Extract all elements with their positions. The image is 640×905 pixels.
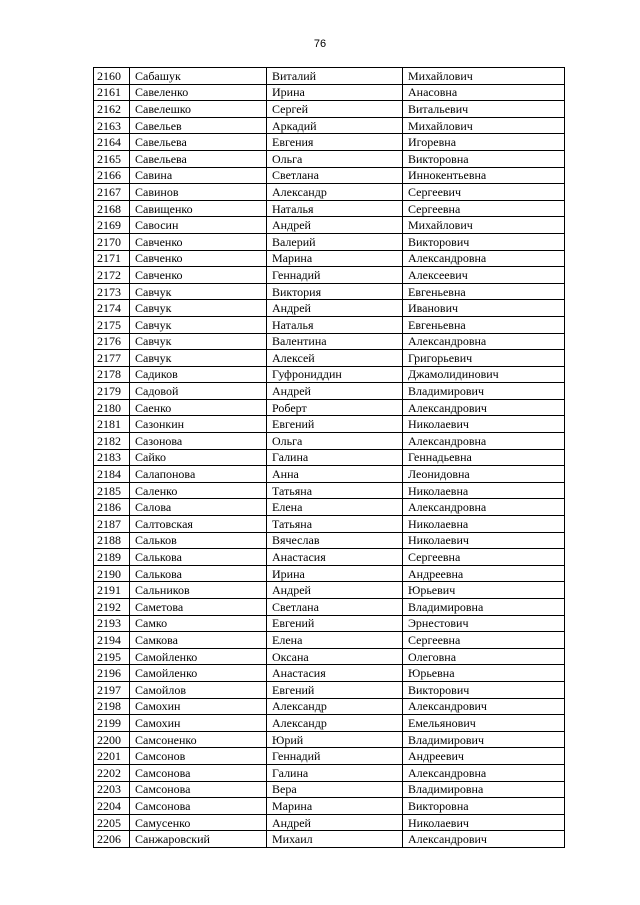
row-number-cell: 2169 [94,217,130,234]
table-row [94,399,565,416]
last-name-cell: Савищенко [130,200,267,217]
patronymic-cell: Викторовна [403,150,565,167]
table-row [94,184,565,201]
patronymic-cell: Эрнестович [403,615,565,632]
last-name-cell: Самко [130,615,267,632]
last-name-cell: Сабашук [130,68,267,85]
patronymic-cell: Сергеевна [403,632,565,649]
row-number-cell: 2188 [94,532,130,549]
names-table [93,67,565,848]
first-name-cell: Анна [267,466,403,483]
page-number: 76 [313,38,327,50]
row-number-cell: 2204 [94,798,130,815]
row-number-cell: 2182 [94,433,130,450]
first-name-cell: Евгения [267,134,403,151]
row-number-cell: 2174 [94,300,130,317]
table-row [94,217,565,234]
table-row [94,283,565,300]
last-name-cell: Салькова [130,565,267,582]
last-name-cell: Саленко [130,482,267,499]
patronymic-cell: Леонидовна [403,466,565,483]
patronymic-cell: Александровна [403,764,565,781]
patronymic-cell: Михайлович [403,217,565,234]
patronymic-cell: Сергеевна [403,549,565,566]
first-name-cell: Анастасия [267,549,403,566]
last-name-cell: Сайко [130,449,267,466]
last-name-cell: Савина [130,167,267,184]
first-name-cell: Виктория [267,283,403,300]
table-row [94,665,565,682]
first-name-cell: Андрей [267,217,403,234]
row-number-cell: 2189 [94,549,130,566]
table-row [94,416,565,433]
patronymic-cell: Михайлович [403,117,565,134]
patronymic-cell: Джамолидинович [403,366,565,383]
last-name-cell: Савчук [130,300,267,317]
row-number-cell: 2199 [94,715,130,732]
last-name-cell: Салова [130,499,267,516]
patronymic-cell: Александровна [403,250,565,267]
last-name-cell: Савельев [130,117,267,134]
row-number-cell: 2167 [94,184,130,201]
row-number-cell: 2201 [94,748,130,765]
last-name-cell: Салькова [130,549,267,566]
first-name-cell: Татьяна [267,482,403,499]
last-name-cell: Савченко [130,233,267,250]
row-number-cell: 2200 [94,731,130,748]
patronymic-cell: Юрьевич [403,582,565,599]
row-number-cell: 2162 [94,101,130,118]
last-name-cell: Самсонова [130,798,267,815]
last-name-cell: Савосин [130,217,267,234]
patronymic-cell: Викторович [403,233,565,250]
first-name-cell: Геннадий [267,748,403,765]
first-name-cell: Роберт [267,399,403,416]
table-row [94,764,565,781]
last-name-cell: Савельева [130,150,267,167]
patronymic-cell: Емельянович [403,715,565,732]
last-name-cell: Савчук [130,333,267,350]
first-name-cell: Елена [267,499,403,516]
patronymic-cell: Андреевна [403,565,565,582]
first-name-cell: Татьяна [267,516,403,533]
last-name-cell: Самохин [130,715,267,732]
last-name-cell: Сазонова [130,433,267,450]
last-name-cell: Савельева [130,134,267,151]
patronymic-cell: Александровна [403,433,565,450]
row-number-cell: 2198 [94,698,130,715]
row-number-cell: 2175 [94,316,130,333]
row-number-cell: 2180 [94,399,130,416]
last-name-cell: Самкова [130,632,267,649]
table-row [94,731,565,748]
patronymic-cell: Сергеевич [403,184,565,201]
first-name-cell: Марина [267,250,403,267]
row-number-cell: 2195 [94,648,130,665]
last-name-cell: Самойлов [130,681,267,698]
first-name-cell: Ирина [267,565,403,582]
table-row [94,599,565,616]
row-number-cell: 2168 [94,200,130,217]
row-number-cell: 2206 [94,831,130,848]
table-row [94,466,565,483]
patronymic-cell: Игоревна [403,134,565,151]
first-name-cell: Ирина [267,84,403,101]
patronymic-cell: Геннадьевна [403,449,565,466]
patronymic-cell: Евгеньевна [403,316,565,333]
row-number-cell: 2205 [94,814,130,831]
last-name-cell: Самсонов [130,748,267,765]
table-row [94,549,565,566]
last-name-cell: Самсоненко [130,731,267,748]
row-number-cell: 2179 [94,383,130,400]
row-number-cell: 2187 [94,516,130,533]
last-name-cell: Самсонова [130,781,267,798]
last-name-cell: Самойленко [130,665,267,682]
table-row [94,798,565,815]
last-name-cell: Сальков [130,532,267,549]
first-name-cell: Анастасия [267,665,403,682]
first-name-cell: Алексей [267,350,403,367]
patronymic-cell: Алексеевич [403,267,565,284]
table-row [94,814,565,831]
patronymic-cell: Михайлович [403,68,565,85]
last-name-cell: Савелешко [130,101,267,118]
table-row [94,84,565,101]
table-row [94,449,565,466]
row-number-cell: 2165 [94,150,130,167]
patronymic-cell: Александровна [403,333,565,350]
first-name-cell: Александр [267,184,403,201]
last-name-cell: Самсонова [130,764,267,781]
last-name-cell: Савинов [130,184,267,201]
first-name-cell: Гуфрониддин [267,366,403,383]
patronymic-cell: Викторовна [403,798,565,815]
first-name-cell: Евгений [267,681,403,698]
row-number-cell: 2191 [94,582,130,599]
table-row [94,615,565,632]
first-name-cell: Наталья [267,200,403,217]
first-name-cell: Михаил [267,831,403,848]
first-name-cell: Александр [267,715,403,732]
row-number-cell: 2170 [94,233,130,250]
patronymic-cell: Викторович [403,681,565,698]
last-name-cell: Самойленко [130,648,267,665]
table-row [94,300,565,317]
patronymic-cell: Григорьевич [403,350,565,367]
row-number-cell: 2177 [94,350,130,367]
first-name-cell: Александр [267,698,403,715]
last-name-cell: Санжаровский [130,831,267,848]
row-number-cell: 2197 [94,681,130,698]
table-row [94,101,565,118]
first-name-cell: Валерий [267,233,403,250]
first-name-cell: Андрей [267,814,403,831]
row-number-cell: 2171 [94,250,130,267]
patronymic-cell: Евгеньевна [403,283,565,300]
patronymic-cell: Юрьевна [403,665,565,682]
patronymic-cell: Олеговна [403,648,565,665]
first-name-cell: Евгений [267,416,403,433]
last-name-cell: Савеленко [130,84,267,101]
table-row [94,482,565,499]
table-row [94,68,565,85]
table-row [94,499,565,516]
first-name-cell: Оксана [267,648,403,665]
row-number-cell: 2161 [94,84,130,101]
table-row [94,582,565,599]
table-row [94,781,565,798]
row-number-cell: 2190 [94,565,130,582]
first-name-cell: Вячеслав [267,532,403,549]
last-name-cell: Савченко [130,267,267,284]
row-number-cell: 2185 [94,482,130,499]
first-name-cell: Андрей [267,582,403,599]
last-name-cell: Салапонова [130,466,267,483]
table-row [94,134,565,151]
table-row [94,350,565,367]
table-row [94,516,565,533]
table-row [94,150,565,167]
patronymic-cell: Николаевич [403,814,565,831]
first-name-cell: Светлана [267,167,403,184]
row-number-cell: 2203 [94,781,130,798]
first-name-cell: Юрий [267,731,403,748]
patronymic-cell: Владимирович [403,383,565,400]
first-name-cell: Евгений [267,615,403,632]
table-row [94,333,565,350]
patronymic-cell: Владимировна [403,599,565,616]
last-name-cell: Садиков [130,366,267,383]
table-row [94,698,565,715]
patronymic-cell: Александрович [403,399,565,416]
row-number-cell: 2193 [94,615,130,632]
patronymic-cell: Александровна [403,499,565,516]
row-number-cell: 2186 [94,499,130,516]
patronymic-cell: Николаевич [403,416,565,433]
table-row [94,366,565,383]
last-name-cell: Салтовская [130,516,267,533]
table-row [94,233,565,250]
last-name-cell: Савчук [130,316,267,333]
row-number-cell: 2184 [94,466,130,483]
patronymic-cell: Витальевич [403,101,565,118]
patronymic-cell: Сергеевна [403,200,565,217]
table-row [94,831,565,848]
last-name-cell: Савченко [130,250,267,267]
row-number-cell: 2192 [94,599,130,616]
last-name-cell: Садовой [130,383,267,400]
table-row [94,532,565,549]
patronymic-cell: Николаевна [403,482,565,499]
last-name-cell: Самусенко [130,814,267,831]
patronymic-cell: Владимирович [403,731,565,748]
row-number-cell: 2181 [94,416,130,433]
patronymic-cell: Иннокентьевна [403,167,565,184]
first-name-cell: Сергей [267,101,403,118]
last-name-cell: Сазонкин [130,416,267,433]
patronymic-cell: Владимировна [403,781,565,798]
row-number-cell: 2164 [94,134,130,151]
last-name-cell: Сальников [130,582,267,599]
first-name-cell: Елена [267,632,403,649]
first-name-cell: Наталья [267,316,403,333]
table-row [94,748,565,765]
patronymic-cell: Николаевич [403,532,565,549]
table-row [94,267,565,284]
first-name-cell: Галина [267,449,403,466]
row-number-cell: 2202 [94,764,130,781]
patronymic-cell: Иванович [403,300,565,317]
row-number-cell: 2163 [94,117,130,134]
patronymic-cell: Анасовна [403,84,565,101]
first-name-cell: Андрей [267,383,403,400]
table-row [94,565,565,582]
first-name-cell: Галина [267,764,403,781]
row-number-cell: 2183 [94,449,130,466]
table-row [94,167,565,184]
first-name-cell: Светлана [267,599,403,616]
table-row [94,648,565,665]
table-row [94,117,565,134]
last-name-cell: Саенко [130,399,267,416]
row-number-cell: 2178 [94,366,130,383]
first-name-cell: Валентина [267,333,403,350]
first-name-cell: Ольга [267,433,403,450]
table-row [94,200,565,217]
first-name-cell: Марина [267,798,403,815]
last-name-cell: Саметова [130,599,267,616]
row-number-cell: 2173 [94,283,130,300]
row-number-cell: 2194 [94,632,130,649]
table-row [94,632,565,649]
first-name-cell: Андрей [267,300,403,317]
row-number-cell: 2166 [94,167,130,184]
table-row [94,681,565,698]
last-name-cell: Савчук [130,283,267,300]
first-name-cell: Виталий [267,68,403,85]
row-number-cell: 2176 [94,333,130,350]
names-table-body [94,68,565,848]
table-row [94,433,565,450]
table-row [94,316,565,333]
row-number-cell: 2160 [94,68,130,85]
table-row [94,383,565,400]
patronymic-cell: Александрович [403,698,565,715]
first-name-cell: Вера [267,781,403,798]
row-number-cell: 2172 [94,267,130,284]
first-name-cell: Аркадий [267,117,403,134]
table-row [94,250,565,267]
row-number-cell: 2196 [94,665,130,682]
last-name-cell: Савчук [130,350,267,367]
first-name-cell: Геннадий [267,267,403,284]
first-name-cell: Ольга [267,150,403,167]
patronymic-cell: Андреевич [403,748,565,765]
patronymic-cell: Николаевна [403,516,565,533]
table-row [94,715,565,732]
patronymic-cell: Александрович [403,831,565,848]
last-name-cell: Самохин [130,698,267,715]
